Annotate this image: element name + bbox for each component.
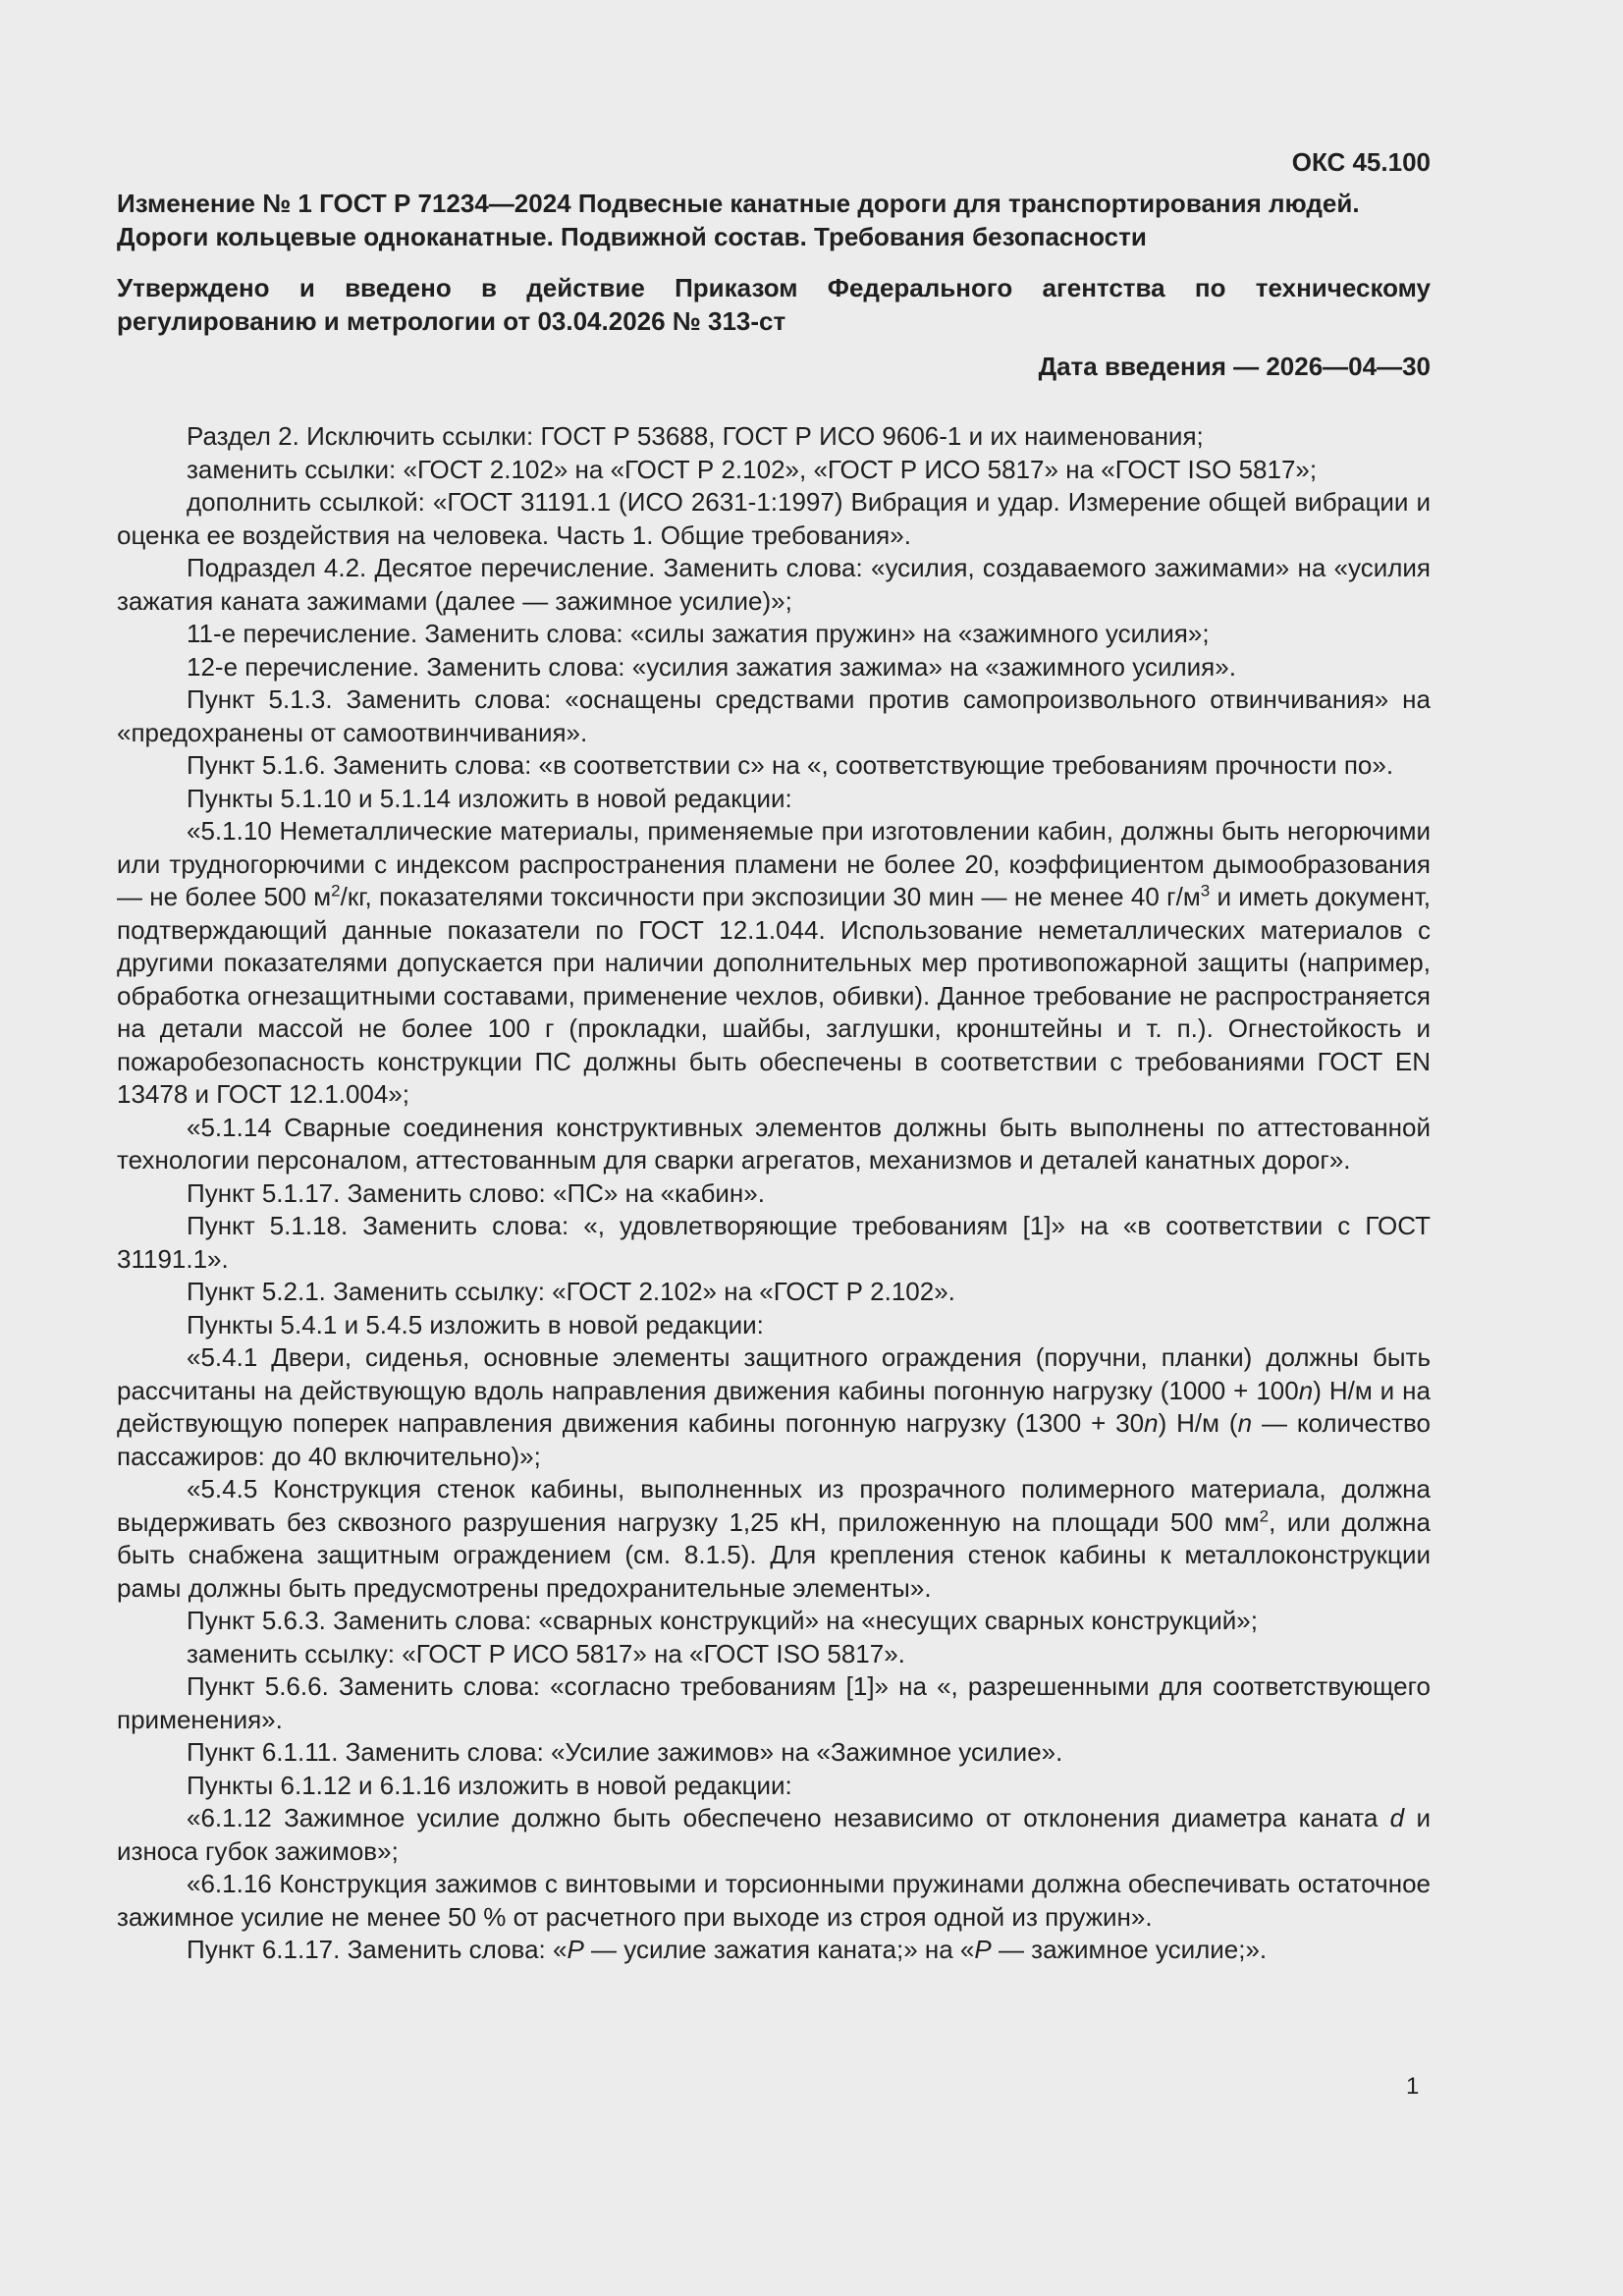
- amendment-body: [117, 420, 1431, 1967]
- paragraph: Раздел 2. Исключить ссылки: ГОСТ Р 53688, ГОСТ Р ИСО 9606-1 и их наименования;: [187, 421, 1204, 451]
- paragraph: заменить ссылки: «ГОСТ 2.102» на «ГОСТ Р 2.102», «ГОСТ Р ИСО 5817» на «ГОСТ ISO 5817»;: [187, 454, 1318, 484]
- paragraph: Пункт 5.1.3. Заменить слова: «оснащены средствами против самопроизвольного отвинчивания» на «предохранены от самоотвинчивания».: [117, 684, 1431, 747]
- effective-date: Дата введения — 2026—04—30: [1038, 352, 1431, 381]
- paragraph: «5.1.14 Сварные соединения конструктивных элементов должны быть выполнены по аттестованной технологии персоналом, аттестованным для сварки агрегатов, механизмов и деталей канатных дорог».: [117, 1112, 1431, 1175]
- paragraph: «6.1.16 Конструкция зажимов с винтовыми и торсионными пружинами должна обеспечивать остаточное зажимное усилие не менее 50 % от расчетного при выходе из строя одной из пружин».: [117, 1869, 1431, 1932]
- paragraph: Пункт 5.6.6. Заменить слова: «согласно требованиям [1]» на «, разрешенными для соответствующего применения».: [117, 1671, 1431, 1734]
- paragraph-6-1-12: «6.1.12 Зажимное усилие должно быть обеспечено независимо от отклонения диаметра каната d и износа губок зажимов»;: [117, 1803, 1431, 1866]
- paragraph: Пункты 6.1.12 и 6.1.16 изложить в новой редакции:: [187, 1770, 792, 1800]
- paragraph: Пункты 5.1.10 и 5.1.14 изложить в новой редакции:: [187, 783, 792, 813]
- paragraph: Пункт 5.6.3. Заменить слова: «сварных конструкций» на «несущих сварных конструкций»;: [187, 1606, 1258, 1635]
- classification-code: ОКС 45.100: [1291, 147, 1431, 177]
- paragraph-6-1-17: Пункт 6.1.17. Заменить слова: «P — усилие зажатия каната;» на «P — зажимное усилие;».: [187, 1935, 1268, 1964]
- paragraph: Пункт 6.1.11. Заменить слова: «Усилие зажимов» на «Зажимное усилие».: [187, 1737, 1063, 1767]
- paragraph: Пункт 5.1.17. Заменить слово: «ПС» на «кабин».: [187, 1177, 765, 1208]
- paragraph: Подраздел 4.2. Десятое перечисление. Заменить слова: «усилия, создаваемого зажимами» на «усилия зажатия каната зажимами (далее — зажимное усилие)»;: [117, 553, 1431, 616]
- page-number: 1: [1406, 2073, 1420, 2100]
- paragraph: 12-е перечисление. Заменить слова: «усилия зажатия зажима» на «зажимного усилия».: [187, 651, 1236, 682]
- paragraph: 11-е перечисление. Заменить слова: «силы зажатия пружин» на «зажимного усилия»;: [187, 619, 1210, 648]
- paragraph: заменить ссылку: «ГОСТ Р ИСО 5817» на «ГОСТ ISO 5817».: [187, 1638, 905, 1668]
- approval-statement: Утверждено и введено в действие Приказом Федерального агентства по техническому регулированию и метрологии от 03.04.2026 № 313-ст: [117, 273, 1431, 336]
- paragraph: Пункт 5.1.6. Заменить слова: «в соответствии с» на «, соответствующие требованиям прочности по».: [187, 750, 1394, 780]
- paragraph: Пункт 5.2.1. Заменить ссылку: «ГОСТ 2.102» на «ГОСТ Р 2.102».: [187, 1277, 955, 1306]
- paragraph-5-4-1: «5.4.1 Двери, сиденья, основные элементы защитного ограждения (поручни, планки) должны быть рассчитаны на действующую вдоль направления движения кабины погонную нагрузку (1000 + 100n) Н/м и на действующую поперек направления движения кабины погонную нагрузку (1300 + 30n) Н/м (n — количество пассажиров: до 40 включительно)»;: [117, 1342, 1431, 1471]
- paragraph: Пункты 5.4.1 и 5.4.5 изложить в новой редакции:: [187, 1309, 764, 1339]
- amendment-title: Изменение № 1 ГОСТ Р 71234—2024 Подвесные канатные дороги для транспортирования людей. Дороги кольцевые одноканатные. Подвижной состав. Требования безопасности: [117, 189, 1360, 251]
- paragraph-5-4-5: «5.4.5 Конструкция стенок кабины, выполненных из прозрачного полимерного материала, должна выдерживать без сквозного разрушения нагрузку 1,25 кН, приложенную на площади 500 $мм^2$, или должна быть снабжена защитным ограждением (см. 8.1.5). Для крепления стенок кабины к металлоконструкции рамы должны быть предусмотрены предохранительные элементы».: [117, 1474, 1431, 1603]
- paragraph: Пункт 5.1.18. Заменить слова: «, удовлетворяющие требованиям [1]» на «в соответствии с ГОСТ 31191.1».: [117, 1211, 1431, 1274]
- paragraph-5-1-10: «5.1.10 Неметаллические материалы, применяемые при изготовлении кабин, должны быть негорючими или трудногорючими с индексом распространения пламени не более 20, коэффициентом дымообразования — не более 500 $м^2/кг$, показателями токсичности при экспозиции 30 мин — не менее 40 $г/м^3$ и иметь документ, подтверждающий данные показатели по ГОСТ 12.1.044. Использование неметаллических материалов с другими показателями допускается при наличии дополнительных мер противопожарной защиты (например, обработка огнезащитными составами, применение чехлов, обивки). Данное требование не распространяется на детали массой не более 100 г (прокладки, шайбы, заглушки, кронштейны и т. п.). Огнестойкость и пожаробезопасность конструкции ПС должны быть обеспечены в соответствии с требованиями ГОСТ EN 13478 и ГОСТ 12.1.004»;: [117, 816, 1431, 1109]
- paragraph: дополнить ссылкой: «ГОСТ 31191.1 (ИСО 2631-1:1997) Вибрация и удар. Измерение общей вибрации и оценка ее воздействия на человека. Часть 1. Общие требования».: [117, 487, 1431, 550]
- document-page: [117, 145, 1431, 1967]
